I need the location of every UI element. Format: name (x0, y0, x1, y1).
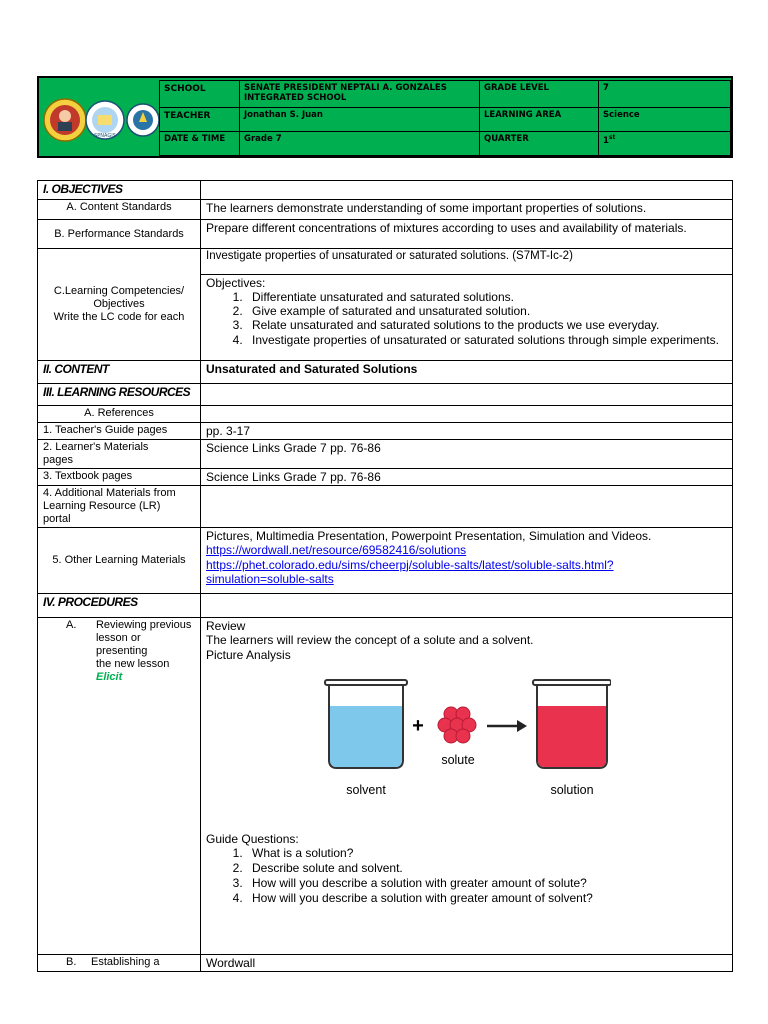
logo-group (43, 86, 161, 152)
teachers-guide-value: pp. 3-17 (201, 423, 733, 440)
learners-materials-value: Science Links Grade 7 pp. 76-86 (201, 440, 733, 469)
other-materials-label: 5. Other Learning Materials (38, 528, 201, 594)
school-label: SCHOOL (160, 81, 240, 108)
teacher-label: TEACHER (160, 107, 240, 131)
learning-resources-heading: III. LEARNING RESOURCES (38, 384, 201, 406)
learning-area-value: Science (599, 107, 731, 131)
plus-sign: + (412, 714, 424, 737)
date-value: Grade 7 (240, 131, 480, 155)
svg-text:SPNAGIS: SPNAGIS (94, 133, 116, 139)
content-standards-label: A. Content Standards (38, 200, 201, 220)
solution-label: solution (550, 782, 594, 797)
date-label: DATE & TIME (160, 131, 240, 155)
learners-materials-label: 2. Learner's Materials pages (38, 440, 201, 469)
solute-crystals (438, 707, 476, 743)
objective-item: 4. Investigate properties of unsaturated or saturated solutions through simple experiments. (246, 333, 727, 347)
guide-question: 3. How will you describe a solution with greater amount of solute? (246, 876, 727, 890)
procedure-b-value: Wordwall (201, 955, 733, 972)
wordwall-link[interactable]: https://wordwall.net/resource/69582416/solutions (206, 543, 467, 558)
performance-standards-value: Prepare different concentrations of mixtures according to uses and availability of materials. (201, 220, 733, 249)
objectives-heading: I. OBJECTIVES (38, 181, 201, 200)
solution-figure (311, 668, 611, 804)
header-grid (159, 80, 731, 156)
objective-item: 2. Give example of saturated and unsaturated solution. (246, 304, 727, 318)
school-value: SENATE PRESIDENT NEPTALI A. GONZALES INTEGRATED SCHOOL (240, 81, 480, 108)
quarter-label: QUARTER (480, 131, 599, 155)
objectives-list (206, 290, 727, 347)
header-banner (37, 76, 733, 158)
objective-item: 1. Differentiate unsaturated and saturated solutions. (246, 290, 727, 304)
quarter-value: 1st (599, 131, 731, 155)
teachers-guide-label: 1. Teacher's Guide pages (38, 423, 201, 440)
objective-item: 3. Relate unsaturated and saturated solutions to the products we use everyday. (246, 318, 727, 332)
grade-level-value: 7 (599, 81, 731, 108)
performance-standards-label: B. Performance Standards (38, 220, 201, 249)
competency-value: Investigate properties of unsaturated or saturated solutions. (S7MT-Ic-2) (201, 249, 733, 275)
phet-link[interactable]: https://phet.colorado.edu/sims/cheerpj/soluble-salts/latest/soluble-salts.html? simulation=soluble-salts (206, 557, 614, 586)
deped-seal (127, 104, 159, 136)
procedure-b-label: B. Establishing a (38, 955, 201, 972)
school-logo (44, 99, 86, 141)
procedure-a-content: Review The learners will review the concept of a solute and a solvent. Picture Analysis solvent + solute solution Guide Questions: 1. What is a solution? 2. Describe solute and solvent. 3. How will you describe a solution with greater amount of solute? 4. How will you describe a solution with greater amount of solvent? (201, 618, 733, 955)
district-logo (86, 101, 124, 139)
objectives-list-cell: Objectives: 1. Differentiate unsaturated and saturated solutions. 2. Give example of saturated and unsaturated solution. 3. Relate unsaturated and saturated solutions to the products we use everyday. 4. Investigate properties of unsaturated or saturated solutions through simple experiments. (201, 275, 733, 361)
elicit-tag: Elicit (95, 671, 123, 684)
content-standards-value: The learners demonstrate understanding of some important properties of solutions. (201, 200, 733, 220)
other-materials-value: Pictures, Multimedia Presentation, Powerpoint Presentation, Simulation and Videos. https://wordwall.net/resource/69582416/solutions https://phet.colorado.edu/sims/cheerpj/soluble-salts/latest/soluble-salts.html? simulation=soluble-salts (201, 528, 733, 594)
procedure-a-label: A. Reviewing previous lesson or presenting the new lesson Elicit (38, 618, 201, 955)
guide-questions-list (206, 846, 727, 906)
content-value: Unsaturated and Saturated Solutions (201, 361, 733, 384)
grade-level-label: GRADE LEVEL (480, 81, 599, 108)
guide-question: 2. Describe solute and solvent. (246, 861, 727, 875)
additional-materials-label: 4. Additional Materials from Learning Resource (LR) portal (38, 486, 201, 528)
solvent-label: solvent (346, 782, 386, 797)
procedures-heading: IV. PROCEDURES (38, 594, 201, 618)
content-heading: II. CONTENT (38, 361, 201, 384)
textbook-label: 3. Textbook pages (38, 469, 201, 486)
guide-question: 1. What is a solution? (246, 846, 727, 860)
textbook-value: Science Links Grade 7 pp. 76-86 (201, 469, 733, 486)
learning-area-label: LEARNING AREA (480, 107, 599, 131)
competencies-label: C.Learning Competencies/ Objectives Write the LC code for each (38, 249, 201, 361)
references-label: A. References (38, 406, 201, 423)
solute-label: solute (441, 752, 475, 767)
teacher-value: Jonathan S. Juan (240, 107, 480, 131)
guide-question: 4. How will you describe a solution with greater amount of solvent? (246, 891, 727, 905)
lesson-plan-table (37, 180, 733, 972)
